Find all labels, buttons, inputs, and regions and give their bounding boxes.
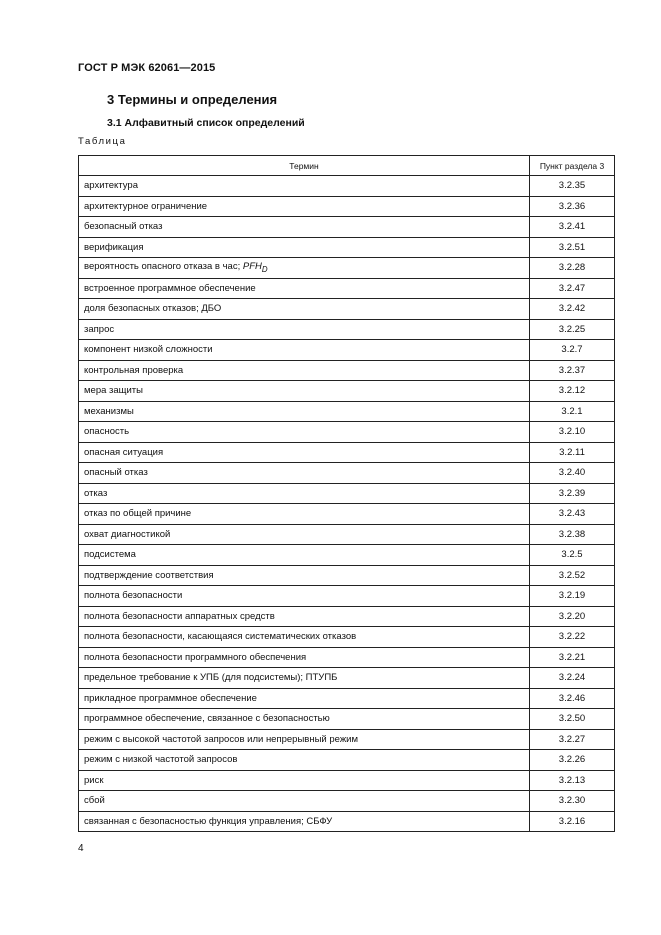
term-cell	[79, 258, 530, 279]
clause-number-cell: 3.2.5	[530, 545, 615, 566]
clause-number-cell: 3.2.41	[530, 217, 615, 238]
table-row	[79, 463, 615, 484]
term-text: подтверждение соответствия	[84, 569, 214, 581]
clause-number-cell: 3.2.52	[530, 565, 615, 586]
table-row	[79, 381, 615, 402]
term-text: прикладное программное обеспечение	[84, 692, 257, 704]
term-text: запрос	[84, 323, 115, 335]
table-row	[79, 442, 615, 463]
term-text: опасная ситуация	[84, 446, 164, 458]
clause-number-cell: 3.2.43	[530, 504, 615, 525]
clause-number-cell: 3.2.40	[530, 463, 615, 484]
table-row	[79, 729, 615, 750]
table-row	[79, 811, 615, 832]
clause-number-cell: 3.2.39	[530, 483, 615, 504]
term-text: сбой	[84, 795, 105, 807]
column-header-clause: Пункт раздела 3	[530, 156, 615, 176]
term-text: режим с низкой частотой запросов	[84, 754, 238, 766]
clause-number-cell: 3.2.30	[530, 791, 615, 812]
clause-number-cell: 3.2.20	[530, 606, 615, 627]
term-text: охват диагностикой	[84, 528, 171, 540]
term-text: архитектура	[84, 180, 138, 192]
term-cell	[79, 237, 530, 258]
clause-number-cell: 3.2.27	[530, 729, 615, 750]
table-row	[79, 586, 615, 607]
clause-number-cell: 3.2.13	[530, 770, 615, 791]
term-cell	[79, 278, 530, 299]
term-cell	[79, 401, 530, 422]
term-text: отказ	[84, 487, 108, 499]
clause-number-cell: 3.2.36	[530, 196, 615, 217]
clause-number-cell: 3.2.25	[530, 319, 615, 340]
term-text: верификация	[84, 241, 144, 253]
term-text: риск	[84, 774, 104, 786]
table-row	[79, 319, 615, 340]
term-cell	[79, 586, 530, 607]
term-cell	[79, 319, 530, 340]
term-cell	[79, 811, 530, 832]
term-cell	[79, 750, 530, 771]
term-text: доля безопасных отказов; ДБО	[84, 303, 222, 315]
clause-number-cell: 3.2.47	[530, 278, 615, 299]
term-cell	[79, 381, 530, 402]
term-cell	[79, 299, 530, 320]
term-text: встроенное программное обеспечение	[84, 282, 256, 294]
term-text: подсистема	[84, 549, 136, 561]
clause-number-cell: 3.2.42	[530, 299, 615, 320]
term-cell	[79, 463, 530, 484]
terms-table	[78, 155, 615, 832]
clause-number-cell: 3.2.7	[530, 340, 615, 361]
clause-number-cell: 3.2.19	[530, 586, 615, 607]
clause-number-cell: 3.2.26	[530, 750, 615, 771]
term-text: полнота безопасности программного обеспечения	[84, 651, 307, 663]
term-cell	[79, 340, 530, 361]
table-row	[79, 627, 615, 648]
table-row	[79, 709, 615, 730]
subsection-title: 3.1 Алфавитный список определений	[107, 117, 305, 129]
term-cell	[79, 770, 530, 791]
term-cell	[79, 729, 530, 750]
term-text: архитектурное ограничение	[84, 200, 208, 212]
table-row	[79, 176, 615, 197]
document-code-header: ГОСТ Р МЭК 62061—2015	[78, 62, 216, 74]
term-cell	[79, 791, 530, 812]
clause-number-cell: 3.2.46	[530, 688, 615, 709]
table-row	[79, 647, 615, 668]
term-cell	[79, 565, 530, 586]
term-text: опасность	[84, 426, 130, 438]
table-row	[79, 258, 615, 279]
term-cell	[79, 483, 530, 504]
table-row	[79, 565, 615, 586]
clause-number-cell: 3.2.24	[530, 668, 615, 689]
clause-number-cell: 3.2.21	[530, 647, 615, 668]
column-header-term: Термин	[79, 156, 530, 176]
term-text: контрольная проверка	[84, 364, 184, 376]
table-row	[79, 340, 615, 361]
clause-number-cell: 3.2.28	[530, 258, 615, 279]
term-cell	[79, 545, 530, 566]
clause-number-cell: 3.2.38	[530, 524, 615, 545]
term-cell	[79, 709, 530, 730]
term-cell	[79, 217, 530, 238]
term-abbreviation-subscript: D	[261, 265, 268, 275]
section-title: 3 Термины и определения	[107, 92, 278, 107]
term-cell	[79, 647, 530, 668]
clause-number-cell: 3.2.11	[530, 442, 615, 463]
term-cell	[79, 668, 530, 689]
clause-number-cell: 3.2.10	[530, 422, 615, 443]
table-caption: Таблица	[78, 136, 127, 147]
term-text: опасный отказ	[84, 467, 148, 479]
term-text: механизмы	[84, 405, 134, 417]
term-abbreviation: PFH	[242, 261, 262, 273]
table-row	[79, 545, 615, 566]
term-text: мера защиты	[84, 385, 143, 397]
table-row	[79, 278, 615, 299]
term-text: связанная с безопасностью функция управления; СБФУ	[84, 815, 333, 827]
table-row	[79, 217, 615, 238]
term-cell	[79, 627, 530, 648]
table-row	[79, 299, 615, 320]
term-cell	[79, 524, 530, 545]
table-row	[79, 606, 615, 627]
table-row	[79, 504, 615, 525]
term-text: полнота безопасности	[84, 590, 183, 602]
table-row	[79, 770, 615, 791]
table-row	[79, 524, 615, 545]
term-text: отказ по общей причине	[84, 508, 192, 520]
clause-number-cell: 3.2.1	[530, 401, 615, 422]
term-cell	[79, 688, 530, 709]
term-cell	[79, 442, 530, 463]
table-row	[79, 668, 615, 689]
term-text: режим с высокой частотой запросов или непрерывный режим	[84, 733, 359, 745]
page-number: 4	[78, 843, 84, 854]
term-cell	[79, 504, 530, 525]
terms-table-body	[79, 176, 615, 832]
term-text: компонент низкой сложности	[84, 344, 213, 356]
clause-number-cell: 3.2.37	[530, 360, 615, 381]
term-cell	[79, 422, 530, 443]
clause-number-cell: 3.2.22	[530, 627, 615, 648]
term-cell	[79, 176, 530, 197]
term-cell	[79, 606, 530, 627]
term-cell	[79, 360, 530, 381]
table-row	[79, 401, 615, 422]
clause-number-cell: 3.2.51	[530, 237, 615, 258]
table-header-row	[79, 156, 615, 176]
term-text: программное обеспечение, связанное с безопасностью	[84, 713, 330, 725]
clause-number-cell: 3.2.35	[530, 176, 615, 197]
table-row	[79, 360, 615, 381]
table-row	[79, 237, 615, 258]
term-text: вероятность опасного отказа в час;	[84, 261, 241, 273]
table-row	[79, 791, 615, 812]
clause-number-cell: 3.2.12	[530, 381, 615, 402]
term-text: предельное требование к УПБ (для подсистемы); ПТУПБ	[84, 672, 338, 684]
table-row	[79, 422, 615, 443]
term-cell	[79, 196, 530, 217]
table-row	[79, 750, 615, 771]
clause-number-cell: 3.2.50	[530, 709, 615, 730]
table-row	[79, 688, 615, 709]
term-text: полнота безопасности, касающаяся систематических отказов	[84, 631, 357, 643]
table-row	[79, 483, 615, 504]
clause-number-cell: 3.2.16	[530, 811, 615, 832]
table-row	[79, 196, 615, 217]
term-text: полнота безопасности аппаратных средств	[84, 610, 275, 622]
term-text: безопасный отказ	[84, 221, 163, 233]
